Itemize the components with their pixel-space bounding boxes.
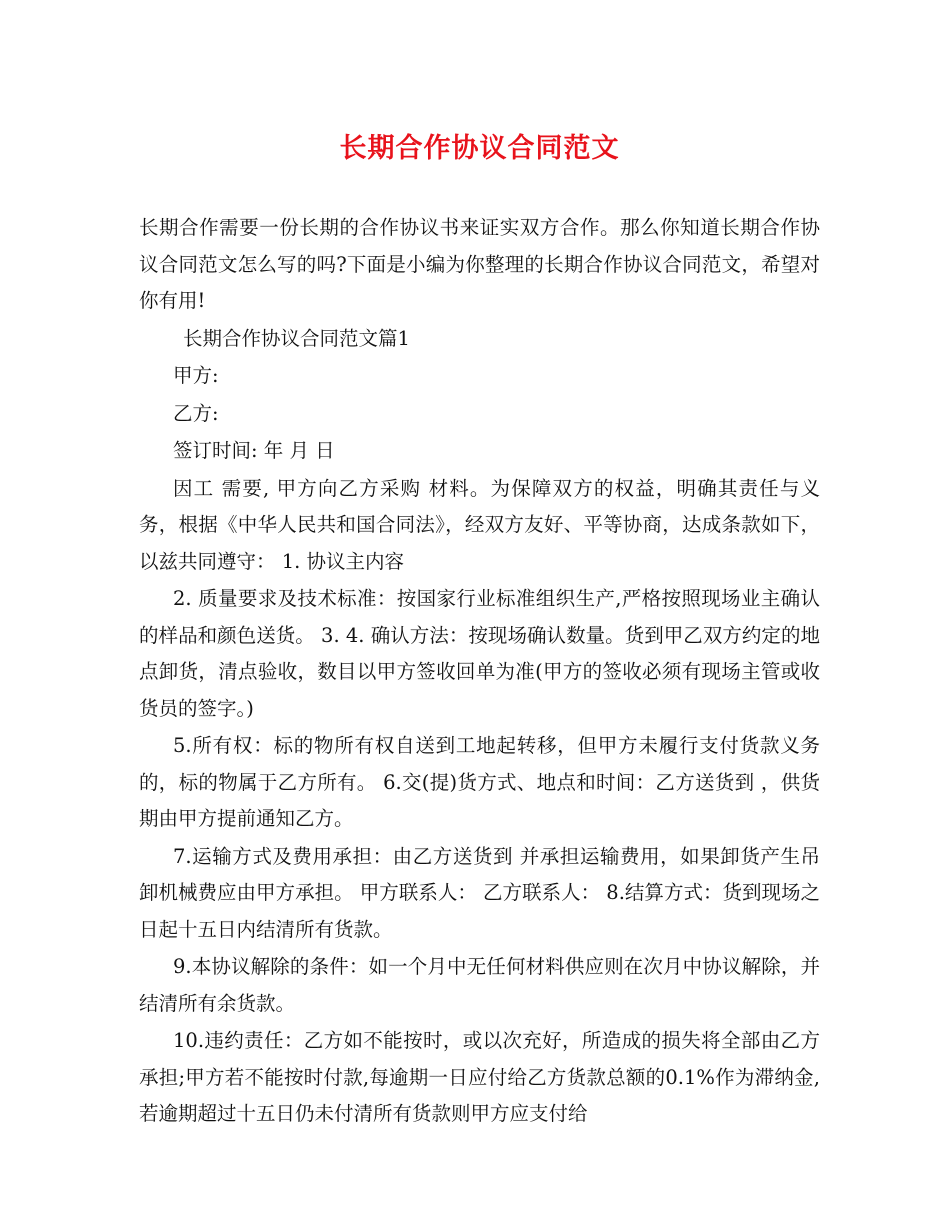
clause-liability: 10.违约责任：乙方如不能按时，或以次充好，所造成的损失将全部由乙方承担;甲方若不能按时付款,每逾期一日应付给乙方货款总额的0.1%作为滞纳金,若逾期超过十五日仍未付清所有货款则甲方应支付给 [139,1029,820,1125]
intro-paragraph: 长期合作需要一份长期的合作协议书来证实双方合作。那么你知道长期合作协议合同范文怎么写的吗?下面是小编为你整理的长期合作协议合同范文，希望对你有用! [139,216,820,312]
signing-date-line: 签订时间: 年 月 日 [173,439,335,462]
section-heading: 长期合作协议合同范文篇1 [183,326,410,350]
document-title: 长期合作协议合同范文 [339,133,620,164]
clause-transport: 7.运输方式及费用承担：由乙方送货到 并承担运输费用，如果卸货产生吊卸机械费应由甲方承担。 甲方联系人： 乙方联系人： 8.结算方式：货到现场之日起十五日内结清所有货款。 [139,844,820,941]
party-b-line: 乙方: [173,401,219,425]
clause-ownership: 5.所有权：标的物所有权自送到工地起转移，但甲方未履行支付货款义务的，标的物属于乙方所有。 6.交(提)货方式、地点和时间：乙方送货到 ，供货期由甲方提前通知乙方。 [139,734,820,830]
clause-quality: 2. 质量要求及技术标准：按国家行业标准组织生产,严格按照现场业主确认的样品和颜色送货。 3. 4. 确认方法：按现场确认数量。货到甲乙双方约定的地点卸货，清点验收，数目以甲方签收回单为准(甲方的签收必须有现场主管或收货员的签字。) [139,587,820,720]
clause-termination: 9.本协议解除的条件：如一个月中无任何材料供应则在次月中协议解除，并结清所有余货款。 [139,955,820,1015]
party-a-line: 甲方: [173,364,219,387]
preamble-paragraph: 因工 需要, 甲方向乙方采购 材料。为保障双方的权益，明确其责任与义务，根据《中华人民共和国合同法》，经双方友好、平等协商，达成条款如下，以兹共同遵守： 1. 协议主内容 [139,476,820,573]
